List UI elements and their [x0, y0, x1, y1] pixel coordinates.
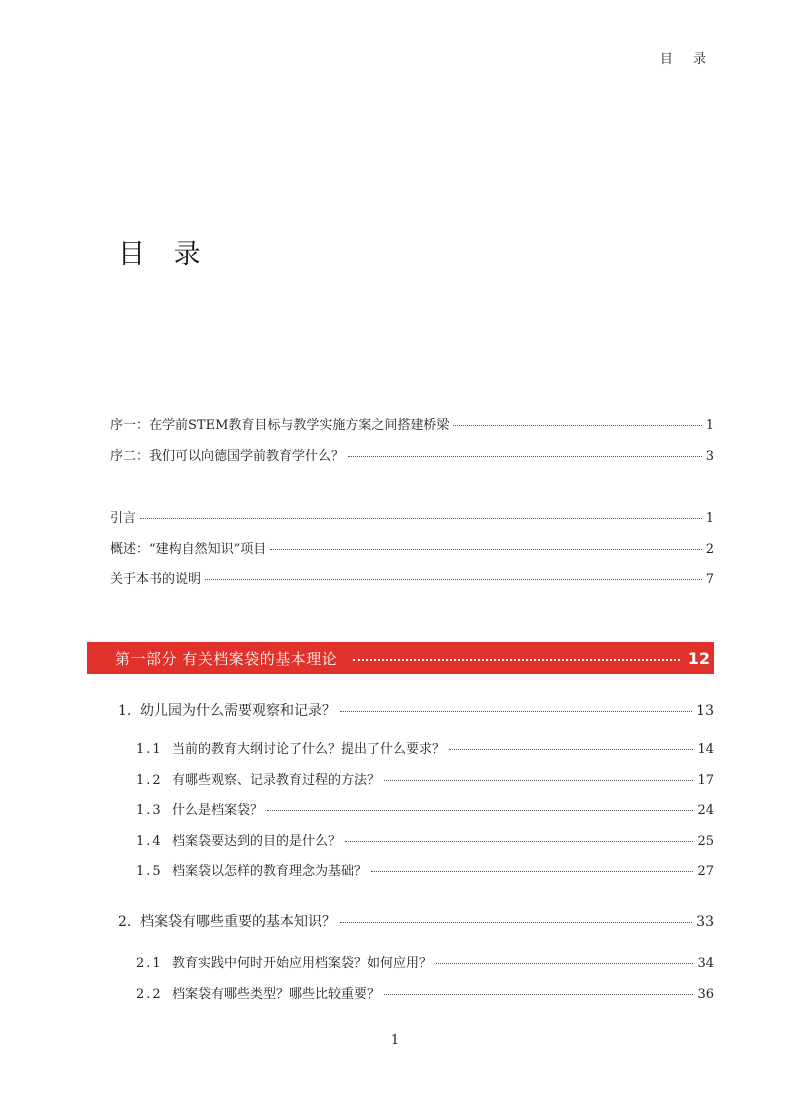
dot-leader [449, 749, 693, 750]
section-title: 什么是档案袋？ [172, 803, 264, 818]
toc-entry-page: 1 [705, 511, 714, 526]
dot-leader [205, 579, 702, 580]
toc-entry-overview[interactable] [110, 538, 714, 557]
toc-entry-label: 引言 [110, 511, 137, 526]
toc-section-1-3[interactable] [136, 799, 714, 818]
dot-leader [371, 871, 693, 872]
toc-entry-preface-1[interactable] [110, 414, 714, 433]
page-title: 目 录 [118, 239, 211, 270]
part-page: 12 [687, 648, 710, 668]
chapter-label [118, 911, 336, 931]
section-label [136, 799, 263, 818]
chapter-title: 档案袋有哪些重要的基本知识？ [140, 914, 336, 930]
dot-leader [270, 549, 701, 550]
section-number: 1.1 [136, 742, 163, 757]
toc-entry-page: 34 [697, 956, 714, 971]
dot-leader [436, 963, 693, 964]
section-title: 档案袋有哪些类型？哪些比较重要？ [172, 987, 381, 1002]
toc-section-2-2[interactable] [136, 983, 714, 1002]
part-one-banner[interactable] [87, 642, 714, 674]
section-label [136, 983, 380, 1002]
section-label [136, 769, 380, 788]
toc-entry-introduction[interactable] [110, 507, 714, 526]
toc-entry-page: 24 [697, 803, 714, 818]
chapter-number: 1. [118, 703, 132, 719]
toc-entry-page: 14 [697, 742, 714, 757]
dot-leader [384, 994, 693, 995]
toc-entry-page: 7 [705, 572, 714, 587]
toc-section-1-4[interactable] [136, 830, 714, 849]
toc-entry-label: 概述：“建构自然知识”项目 [110, 542, 267, 557]
running-head: 目 录 [659, 52, 714, 67]
section-title: 有哪些观察、记录教育过程的方法？ [172, 773, 381, 788]
section-title: 档案袋以怎样的教育理念为基础？ [172, 864, 368, 879]
dot-leader [140, 518, 702, 519]
dot-leader [353, 659, 679, 661]
toc-entry-label: 序一：在学前STEM教育目标与教学实施方案之间搭建桥梁 [110, 418, 450, 433]
chapter-label [118, 700, 336, 720]
toc-entry-page: 2 [705, 542, 714, 557]
section-number: 2.2 [136, 987, 163, 1002]
toc-chapter-1[interactable] [118, 700, 714, 720]
toc-section-1-2[interactable] [136, 769, 714, 788]
toc-section-1-5[interactable] [136, 860, 714, 879]
section-title: 档案袋要达到的目的是什么？ [172, 834, 342, 849]
toc-entry-page: 13 [696, 703, 714, 719]
section-title: 当前的教育大纲讨论了什么？提出了什么要求？ [172, 742, 446, 757]
section-number: 1.2 [136, 773, 163, 788]
section-label [136, 830, 341, 849]
toc-section-1-1[interactable] [136, 738, 714, 757]
section-label [136, 860, 367, 879]
toc-section-2-1[interactable] [136, 952, 714, 971]
dot-leader [340, 922, 692, 923]
dot-leader [348, 456, 702, 457]
dot-leader [453, 425, 701, 426]
toc-entry-label: 关于本书的说明 [110, 572, 202, 587]
toc-entry-preface-2[interactable] [110, 445, 714, 464]
part-title: 第一部分 有关档案袋的基本理论 [115, 649, 338, 668]
toc-entry-page: 3 [705, 449, 714, 464]
dot-leader [384, 780, 693, 781]
toc-entry-label: 序二：我们可以向德国学前教育学什么？ [110, 449, 345, 464]
toc-entry-page: 36 [697, 987, 714, 1002]
section-number: 1.4 [136, 834, 163, 849]
toc-entry-page: 33 [696, 914, 714, 930]
section-title: 教育实践中何时开始应用档案袋？如何应用？ [172, 956, 433, 971]
section-number: 2.1 [136, 956, 163, 971]
chapter-title: 幼儿园为什么需要观察和记录？ [140, 703, 336, 719]
section-label [136, 738, 445, 757]
toc-entry-page: 1 [705, 418, 714, 433]
section-number: 1.3 [136, 803, 163, 818]
section-number: 1.5 [136, 864, 163, 879]
page-number: 1 [390, 1033, 400, 1048]
dot-leader [340, 711, 692, 712]
toc-entry-about-book[interactable] [110, 568, 714, 587]
toc-chapter-2[interactable] [118, 911, 714, 931]
toc-entry-page: 27 [697, 864, 714, 879]
toc-entry-page: 17 [697, 773, 714, 788]
dot-leader [267, 810, 693, 811]
section-label [136, 952, 432, 971]
dot-leader [345, 841, 693, 842]
toc-entry-page: 25 [697, 834, 714, 849]
chapter-number: 2. [118, 914, 132, 930]
